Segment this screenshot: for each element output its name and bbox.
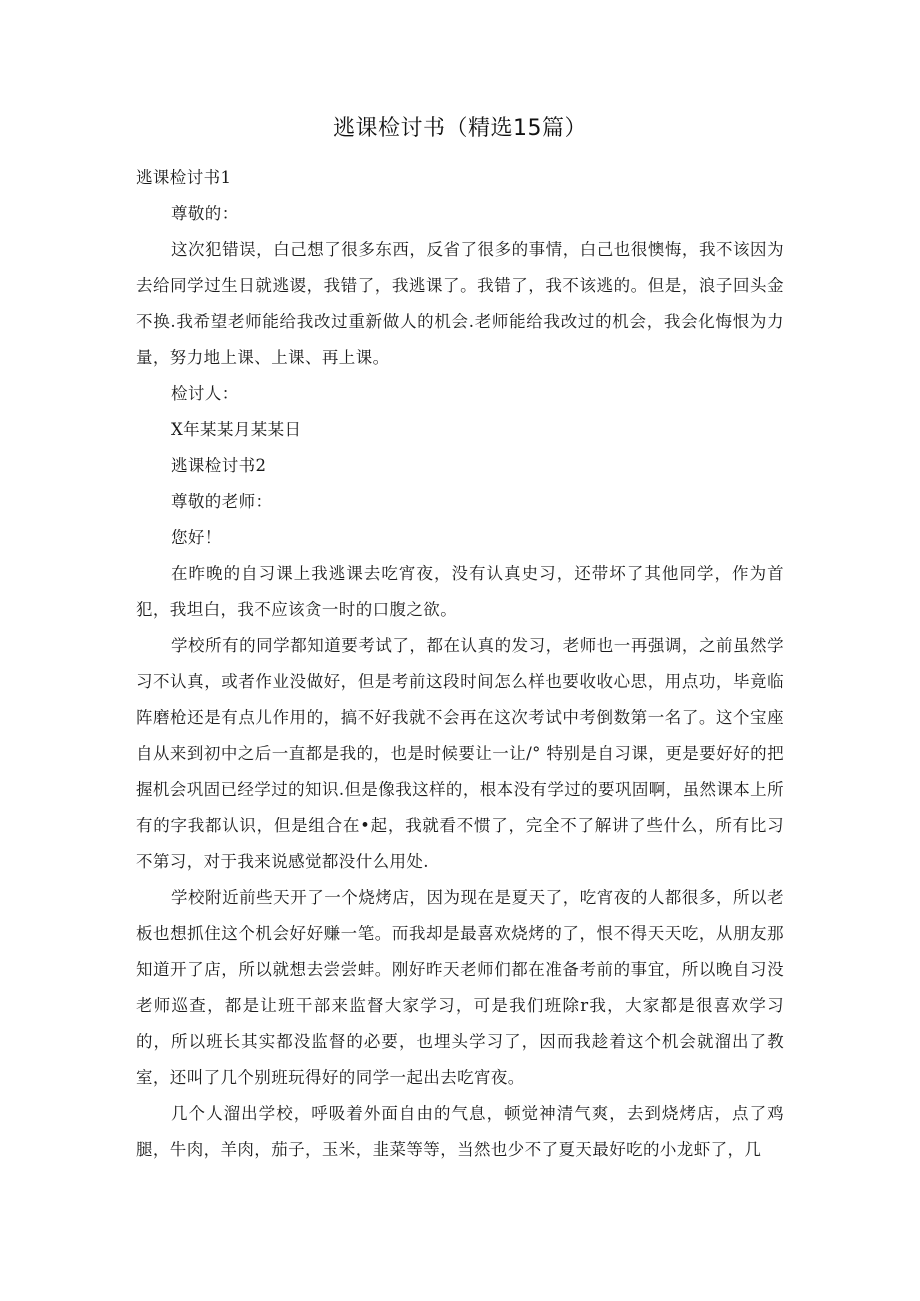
document-body bbox=[136, 160, 784, 1168]
date-line: X年某某月某某日 bbox=[171, 420, 302, 439]
body-paragraph: 几个人溜出学校，呼吸着外面自由的气息，顿觉神清气爽，去到烧烤店，点了鸡腿，牛肉，羊肉，茄子，玉米，韭菜等等，当然也少不了夏天最好吃的小龙虾了，几 bbox=[136, 1104, 784, 1159]
section-heading: 逃课检讨书2 bbox=[171, 456, 267, 475]
salutation: 尊敬的： bbox=[171, 204, 239, 223]
body-paragraph: 这次犯错误，白己想了很多东西，反省了很多的事情，白己也很懊悔，我不该因为去给同学过生日就逃谡，我错了，我逃课了。我错了，我不该逃的。但是，浪子回头金不换.我希望老师能给我改过重新做人的机会.老师能给我改过的机会，我会化悔恨为力量，努力地上课、上课、再上课。 bbox=[136, 240, 784, 367]
salutation: 尊敬的老师： bbox=[171, 492, 273, 511]
body-paragraph: 在昨晚的自习课上我逃课去吃宵夜，没有认真史习，还带坏了其他同学，作为首犯，我坦白，我不应该贪一时的口腹之欲。 bbox=[136, 564, 784, 619]
document-title: 逃课检讨书（精选15篇） bbox=[333, 116, 587, 141]
section-heading: 逃课检讨书1 bbox=[136, 168, 232, 187]
signature-label: 检讨人： bbox=[171, 384, 239, 403]
body-paragraph: 学校附近前些天开了一个烧烤店，因为现在是夏天了，吃宵夜的人都很多，所以老板也想抓住这个机会好好赚一笔。而我却是最喜欢烧烤的了，恨不得天天吃，从朋友那知道开了店，所以就想去尝尝蚌。刚好昨天老师们都在准备考前的事宜，所以晚自习没老师巡查，都是让班干部来监督大家学习，可是我们班除r我，大家都是很喜欢学习的，所以班长其实都没监督的必要，也埋头学习了，因而我趁着这个机会就溜出了教室，还叫了几个别班玩得好的同学一起出去吃宵夜。 bbox=[136, 888, 784, 1087]
greeting: 您好！ bbox=[171, 528, 222, 547]
body-paragraph: 学校所有的同学都知道要考试了，都在认真的发习，老师也一再强调，之前虽然学习不认真，或者作业没做好，但是考前这段时间怎么样也要收收心思，用点功，毕竟临阵磨枪还是有点儿作用的，搞不好我就不会再在这次考试中考倒数第一名了。这个宝座自从来到初中之后一直都是我的，也是时候要让一让/° 特别是自习课，更是要好好的把握机会巩固已经学过的知识.但是像我这样的，根本没有学过的要巩固啊，虽然课本上所有的字我都认识，但是组合在•起，我就看不惯了，完全不了解讲了些什么，所有比习不第习，对于我来说感觉都没什么用处. bbox=[136, 636, 784, 871]
